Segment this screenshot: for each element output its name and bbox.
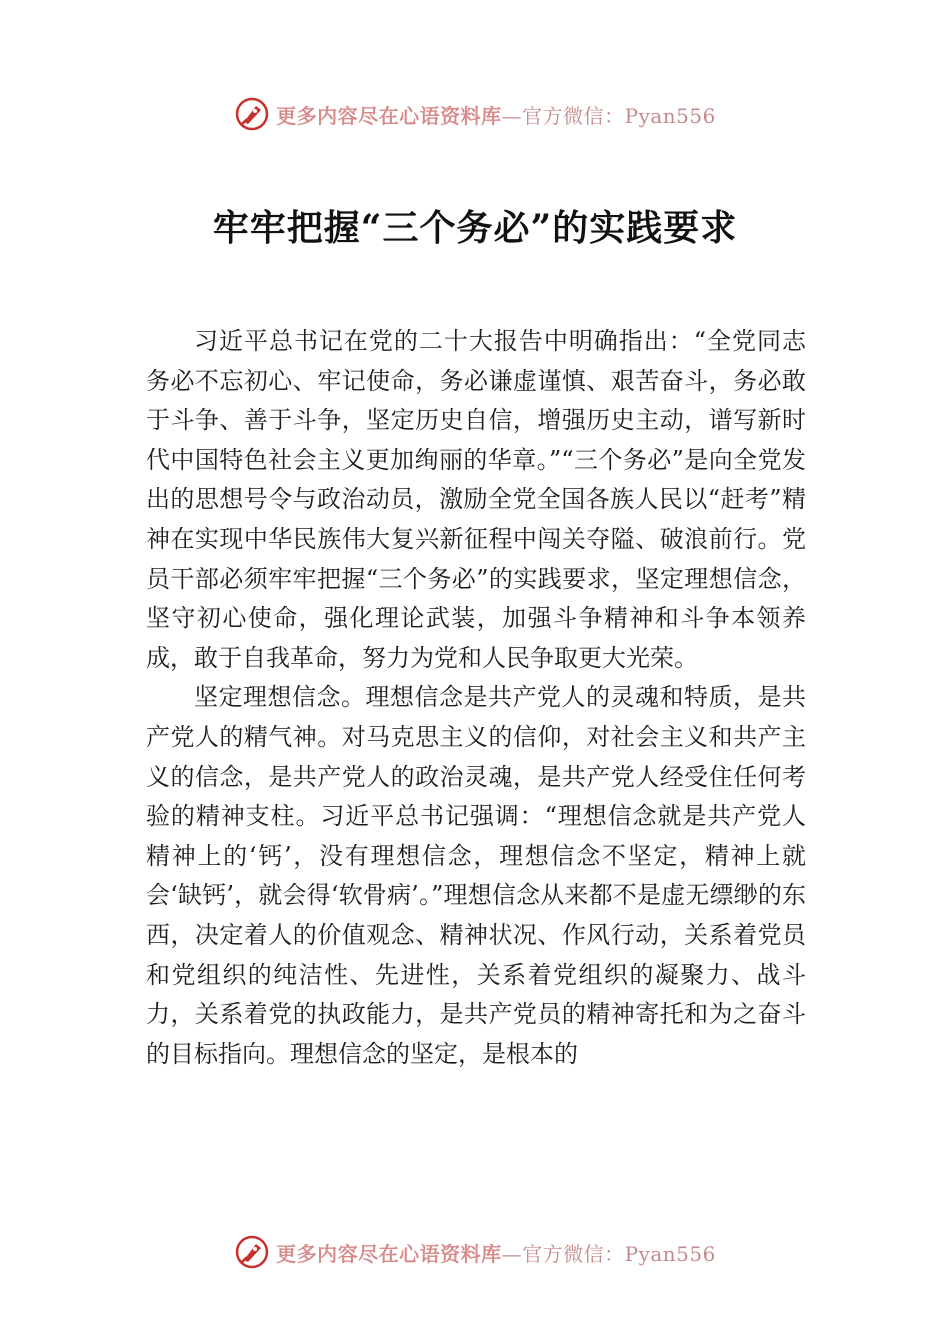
pen-nib-logo-icon — [234, 1234, 270, 1270]
header-banner — [0, 94, 950, 134]
page-title: 牢牢把握“三个务必”的实践要求 — [212, 207, 738, 249]
footer-banner-text: 更多内容尽在心语资料库—官方微信：Pyan556 — [276, 1241, 716, 1266]
footer-banner — [0, 1232, 950, 1272]
paragraph: 坚定理想信念。理想信念是共产党人的灵魂和特质，是共产党人的精气神。对马克思主义的信仰，对社会主义和共产主义的信念，是共产党人的政治灵魂，是共产党人经受住任何考验的精神支柱。习近平总书记强调：“理想信念就是共产党人精神上的‘钙’，没有理想信念，理想信念不坚定，精神上就会‘缺钙’，就会得‘软骨病’。”理想信念从来都不是虚无缥缈的东西，决定着人的价值观念、精神状况、作风行动，关系着党员和党组织的纯洁性、先进性，关系着党组织的凝聚力、战斗力，关系着党的执政能力，是共产党员的精神寄托和为之奋斗的目标指向。理想信念的坚定，是根本的 — [146, 683, 806, 1068]
document-body — [146, 322, 806, 1074]
paragraph: 习近平总书记在党的二十大报告中明确指出：“全党同志务必不忘初心、牢记使命，务必谦虚谨慎、艰苦奋斗，务必敢于斗争、善于斗争，坚定历史自信，增强历史主动，谱写新时代中国特色社会主义更加绚丽的华章。”“三个务必”是向全党发出的思想号令与政治动员，激励全党全国各族人民以“赶考”精神在实现中华民族伟大复兴新征程中闯关夺隘、破浪前行。党员干部必须牢牢把握“三个务必”的实践要求，坚定理想信念，坚守初心使命，强化理论武装，加强斗争精神和斗争本领养成，敢于自我革命，努力为党和人民争取更大光荣。 — [146, 327, 806, 672]
pen-nib-logo-icon — [234, 96, 270, 132]
header-banner-text: 更多内容尽在心语资料库—官方微信：Pyan556 — [276, 103, 716, 128]
